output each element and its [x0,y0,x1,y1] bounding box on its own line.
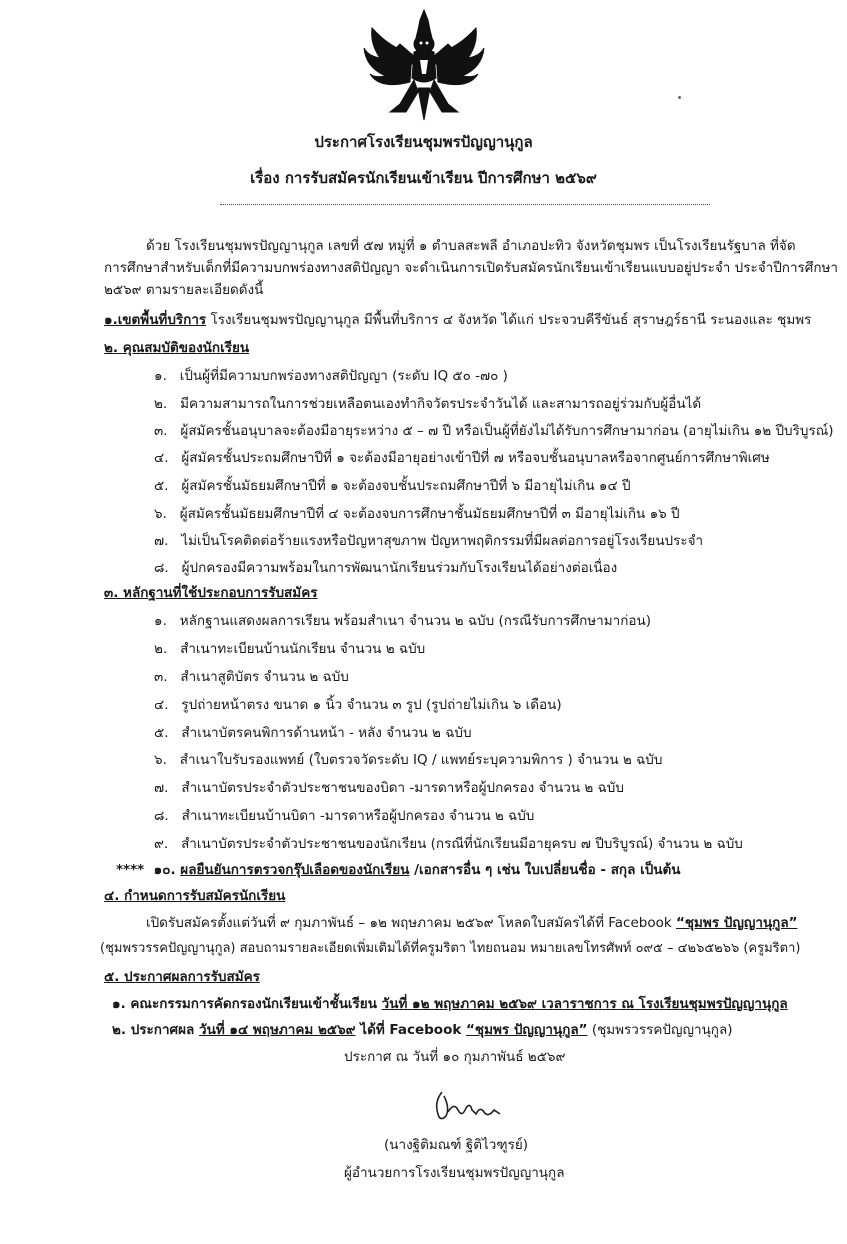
section-5-item-1-text: ๑. คณะกรรมการคัดกรองนักเรียนเข้าชั้นเรียน [112,996,382,1012]
facebook-link[interactable]: “ชุมพร ปัญญานุกูล” [466,1022,588,1038]
section-5-item-2-facebook: ได้ที่ Facebook [355,1022,467,1038]
list-item [154,806,534,826]
item-number: ๓. [154,669,168,685]
item-text: สำเนาบัตรประจำตัวประชาชนของบิดา -มารดาหรือผู้ปกครอง จำนวน ๒ ฉบับ [181,780,624,796]
facebook-link[interactable]: “ชุมพร ปัญญานุกูล” [676,915,798,931]
item-number: ๒. [154,641,168,657]
item-number: ๘. [154,560,169,576]
section-5-item-1 [112,994,788,1014]
item-number: ๓. [154,423,168,439]
list-item [154,448,770,468]
item-number: ๕. [154,478,169,494]
section-4-line-2: (ชุมพรวรรคปัญญานุกูล) สอบถามรายละเอียดเพิ่มเติมได้ที่ครูมริตา ไทยถนอม หมายเลขโทรศัพท์ ๐๙๕ – ๔๒๖๕๒๖๖ (ครูมริตา) [100,941,801,956]
item-text: สำเนาทะเบียนบ้านบิดา -มารดาหรือผู้ปกครอง จำนวน ๒ ฉบับ [181,808,535,824]
item-text: สำเนาบัตรประจำตัวประชาชนของนักเรียน (กรณีที่นักเรียนมีอายุครบ ๗ ปีบริบูรณ์) จำนวน ๒ ฉบับ [181,836,743,852]
item-text: สำเนาสูติบัตร จำนวน ๒ ฉบับ [180,669,349,685]
intro-line-1: ด้วย โรงเรียนชุมพรปัญญานุกูล เลขที่ ๕๗ หมู่ที่ ๑ ตำบลสะพลี อำเภอปะทิว จังหวัดชุมพร เป็นโรงเรียนรัฐบาล ที่จัด [146,238,796,254]
section-1-text: โรงเรียนชุมพรปัญญานุกูล มีพื้นที่บริการ ๔ จังหวัด ได้แก่ ประจวบคีรีขันธ์ สุราษฎร์ธานี ระนองและ ชุมพร [206,312,812,328]
item-text: ไม่เป็นโรคติดต่อร้ายแรงหรือปัญหาสุขภาพ ปัญหาพฤติกรรมที่มีผลต่อการอยู่โรงเรียนประจำ [181,533,704,549]
item-number: ๑. [154,368,167,384]
list-item [154,750,662,770]
list-item [154,558,617,578]
item-text: เป็นผู้ที่มีความบกพร่องทางสติปัญญา (ระดับ IQ ๕๐ -๗๐ ) [179,368,508,384]
page-title: ประกาศโรงเรียนชุมพรปัญญานุกูล [314,133,533,151]
list-item [154,723,472,743]
intro-line-2: การศึกษาสำหรับเด็กที่มีความบกพร่องทางสติปัญญา จะดำเนินการเปิดรับสมัครนักเรียนเข้าเรียนแบบอยู่ประจำ ประจำปีการศึกษา [104,260,839,276]
list-item [154,366,508,386]
section-4-text: เปิดรับสมัครตั้งแต่วันที่ ๙ กุมภาพันธ์ – ๑๒ พฤษภาคม ๒๕๖๙ โหลดใบสมัครได้ที่ Facebook [146,915,676,931]
section-4-heading: ๔. กำหนดการรับสมัครนักเรียน [104,888,286,904]
list-item [154,639,425,659]
item-number: ๘. [154,808,169,824]
dotted-divider [220,204,710,205]
item-number: ๑. [154,613,167,629]
section-5-heading: ๕. ประกาศผลการรับสมัคร [104,969,260,985]
item-number: ๕. [154,725,169,741]
note-underlined: ผลยืนยันการตรวจกรุ๊ปเลือดของนักเรียน [180,862,410,878]
item-number: ๖. [154,506,167,522]
item-number: ๙. [154,836,169,852]
item-number: ๔. [154,450,169,466]
announce-date: ประกาศ ณ วันที่ ๑๐ กุมภาพันธ์ ๒๕๖๙ [344,1049,566,1065]
note-stars: **** [116,862,145,878]
item-number: ๗. [154,780,169,796]
item-number: ๔. [154,697,169,713]
section-4-line-1 [146,913,798,933]
note-rest: /เอกสารอื่น ๆ เช่น ใบเปลี่ยนชื่อ - สกุล เป็นต้น [409,862,681,878]
item-text: สำเนาใบรับรองแพทย์ (ใบตรวจวัดระดับ IQ / แพทย์ระบุความพิการ ) จำนวน ๒ ฉบับ [179,752,663,768]
item-text: มีความสามารถในการช่วยเหลือตนเองทำกิจวัตรประจำวันได้ และสามารถอยู่ร่วมกับผู้อื่นได้ [180,396,702,412]
screening-date: วันที่ ๑๒ พฤษภาคม ๒๕๖๙ เวลาราชการ ณ โรงเรียนชุมพรปัญญานุกูล [381,996,788,1012]
item-text: สำเนาทะเบียนบ้านนักเรียน จำนวน ๒ ฉบับ [180,641,426,657]
list-item [154,421,834,441]
list-item [154,504,680,524]
intro-line-3: ๒๕๖๙ ตามรายละเอียดดังนี้ [104,282,264,298]
section-3-note [116,860,681,880]
list-item [154,611,651,631]
list-item [154,695,562,715]
list-item [154,394,701,414]
item-number: ๗. [154,533,169,549]
item-text: ผู้สมัครชั้นมัธยมศึกษาปีที่ ๑ จะต้องจบชั้นประถมศึกษาปีที่ ๖ มีอายุไม่เกิน ๑๔ ปี [181,478,631,494]
section-5-item-2-text: ๒. ประกาศผล [112,1022,200,1038]
item-text: สำเนาบัตรคนพิการด้านหน้า - หลัง จำนวน ๒ ฉบับ [181,725,472,741]
item-text: ผู้สมัครชั้นประถมศึกษาปีที่ ๑ จะต้องมีอายุอย่างเข้าปีที่ ๗ หรือจบชั้นอนุบาลหรือจากศูนย์การศึกษาพิเศษ [181,450,770,466]
item-text: ผู้สมัครชั้นมัธยมศึกษาปีที่ ๔ จะต้องจบการศึกษาชั้นมัธยมศึกษาปีที่ ๓ มีอายุไม่เกิน ๑๖ ปี [179,506,680,522]
list-item [154,834,743,854]
item-text: ผู้ปกครองมีความพร้อมในการพัฒนานักเรียนร่วมกับโรงเรียนได้อย่างต่อเนื่อง [181,560,618,576]
list-item [154,476,631,496]
signer-title: ผู้อำนวยการโรงเรียนชุมพรปัญญานุกูล [344,1165,565,1181]
section-2-heading: ๒. คุณสมบัติของนักเรียน [104,340,250,356]
garuda-emblem-icon [360,8,488,128]
signature-icon [428,1088,518,1128]
scan-speck [678,96,681,99]
list-item [154,531,703,551]
item-text: ผู้สมัครชั้นอนุบาลจะต้องมีอายุระหว่าง ๕ – ๗ ปี หรือเป็นผู้ที่ยังไม่ได้รับการศึกษามาก่อน (อายุไม่เกิน ๑๒ ปีบริบูรณ์) [180,423,834,439]
list-item [154,667,349,687]
item-text: รูปถ่ายหน้าตรง ขนาด ๑ นิ้ว จำนวน ๓ รูป (รูปถ่ายไม่เกิน ๖ เดือน) [181,697,562,713]
section-3-heading: ๓. หลักฐานที่ใช้ประกอบการรับสมัคร [104,585,318,601]
note-number: ๑๐. [153,862,176,878]
item-number: ๒. [154,396,168,412]
section-5-item-2 [112,1020,733,1040]
list-item [154,778,624,798]
item-number: ๖. [154,752,167,768]
item-text: หลักฐานแสดงผลการเรียน พร้อมสำเนา จำนวน ๒ ฉบับ (กรณีรับการศึกษามาก่อน) [179,613,651,629]
section-5-item-2-page: (ชุมพรวรรคปัญญานุกูล) [587,1022,733,1038]
page-subject: เรื่อง การรับสมัครนักเรียนเข้าเรียน ปีการศึกษา ๒๕๖๙ [250,169,597,187]
section-1-heading: ๑.เขตพื้นที่บริการ [104,312,207,328]
signer-name: (นางฐิติมณฑ์ ฐิติไวฑูรย์) [384,1137,529,1153]
result-date: วันที่ ๑๔ พฤษภาคม ๒๕๖๙ [199,1022,356,1038]
section-1 [104,310,811,330]
